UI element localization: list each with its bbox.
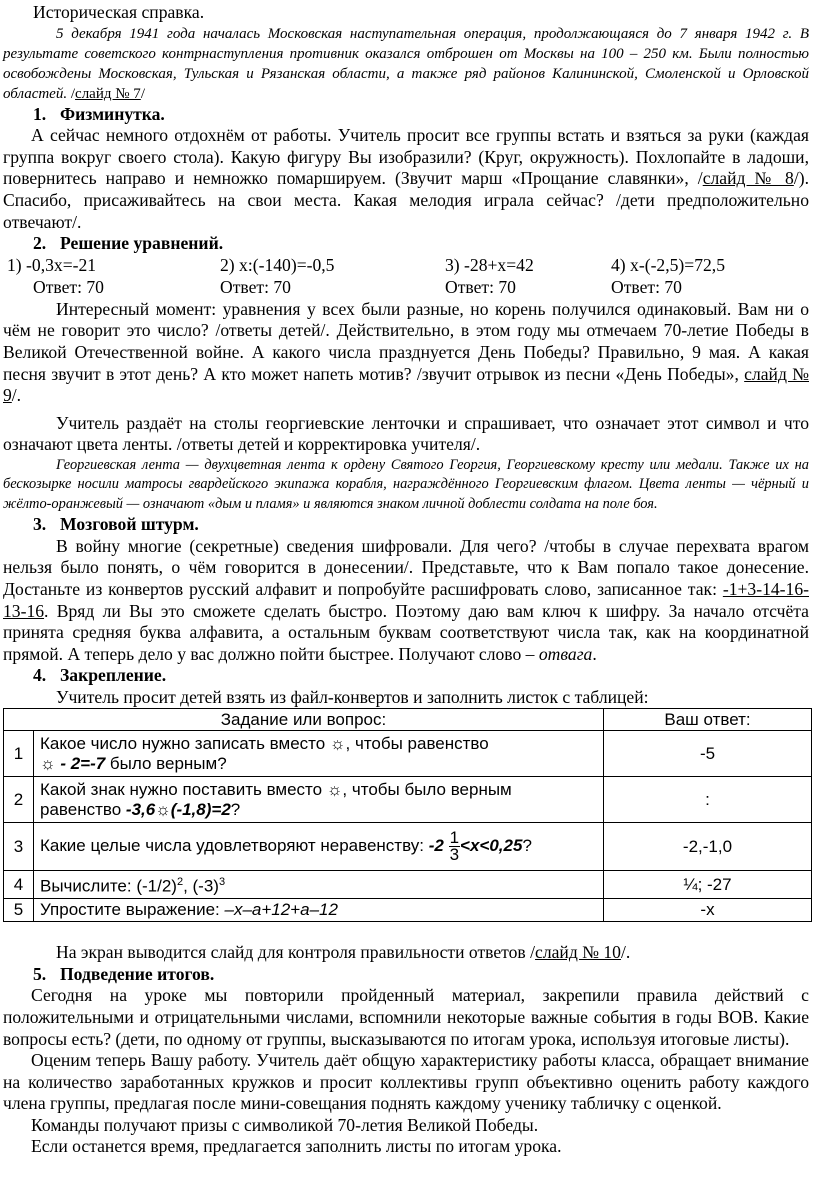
row-question [34,871,604,899]
q2-pre: равенство [40,799,126,819]
row-number: 1 [4,731,34,777]
section-3-heading [3,514,809,536]
history-paragraph [3,24,809,104]
table-row [4,731,812,777]
q2-expr: -3,6☼(-1,8)=2 [125,799,231,819]
header-answer: Ваш ответ: [604,709,812,731]
section-4-title: Закрепление. [60,665,167,686]
q1-line1: Какое число нужно записать вместо ☼, чтобы равенство [40,733,489,753]
q5-text: Упростите выражение: [40,900,225,920]
section-5-number: 5. [33,963,47,984]
row-question [34,731,604,777]
answer-2: Ответ: 70 [220,276,291,297]
history-title: Историческая справка. [33,2,205,22]
row-answer: : [604,777,812,823]
row-answer: -х [604,899,812,922]
q4-sup1: 2 [176,876,184,889]
history-slide-post: / [140,85,145,102]
section-1-number: 1. [33,103,47,124]
s1-text-1: А сейчас немного отдохнём от работы. Учитель просит все группы встать и взяться за руки (каждая группа вокруг своего стола). Какую фигуру Вы изобразили? (Круг, окружность). Похлопайте в ладоши, повернитесь направо и немножко помаршируем. (Звучит марш «Прощание славянки», / [3,125,809,189]
row-number: 4 [4,871,34,899]
section-5-paragraph-3: Команды получают призы с символикой 70-летия Великой Победы. [31,1114,539,1135]
s3-text-3: . [592,643,597,664]
row-answer: -2,-1,0 [604,823,812,871]
ribbon-note: Георгиевская лента — двухцветная лента к ордену Святого Георгия, Георгиевскому кресту или медали. Также их на бескозырке носили матросы гвардейского экипажа корабля, награждённого Георгиевским флагом. Цвета ленты — чёрный и жёлто-оранжевый — означают «дым и пламя» и являются знаком личной доблести солдата на поле боя. [3,456,809,512]
q3-text: Какие целые числа удовлетворяют неравенству: [40,836,429,856]
section-1-paragraph [3,125,809,233]
section-5-heading [3,964,809,986]
header-task: Задание или вопрос: [4,709,604,731]
q1-end: было верным? [105,753,227,773]
section-1-title: Физминутка. [60,103,165,124]
s3-text-1: В войну многие (секретные) сведения шифровали. Для чего? /чтобы в случае перехвата врагом нельзя было понять, о чём говорится в донесении/. Представьте, что к Вам попало такое донесение. Достаньте из конвертов русский алфавит и попробуйте расшифровать слово, записанное так: [3,535,809,599]
answer-1: Ответ: 70 [33,276,104,297]
after-post: /. [620,942,631,963]
section-5-paragraph-1: Сегодня на уроке мы повторили пройденный материал, закрепили правила действий с положительными и отрицательными числами, вспомнили некоторые важные события в годы ВОВ. Какие вопросы есть? (дети, по одному от группы, высказываются по итогам урока, используя итоговые листы). [3,985,809,1049]
equations-row [3,255,809,277]
q3-frac-den: 3 [449,845,460,865]
q3-fraction [449,830,460,863]
section-2-title: Решение уравнений. [60,233,224,254]
q4-mid: , (-3) [183,877,219,897]
section-3-title: Мозговой штурм. [60,514,199,535]
q3-rest: <х<0,25 [460,836,523,856]
q4-text: Вычислите: (-1/2) [40,877,177,897]
equation-1: 1) -0,3х=-21 [7,254,97,275]
equation-2: 2) х:(-140)=-0,5 [220,254,335,275]
slide-9-link[interactable]: слайд № 9 [3,363,809,406]
q1-expr: - 2=-7 [60,753,106,773]
q2-end: ? [230,799,241,819]
row-number: 5 [4,899,34,922]
answer-3: Ответ: 70 [445,276,516,297]
task-table [3,708,812,922]
q3-int: -2 [428,836,444,856]
q4-sup2: 3 [218,876,226,889]
q2-line1: Какой знак нужно поставить вместо ☼, чтобы было верным [40,779,512,799]
row-answer: -5 [604,731,812,777]
q3-frac-num: 1 [449,828,460,848]
row-question [34,899,604,922]
history-text: 5 декабря 1941 года началась Московская наступательная операция, продолжающаяся до 7 января 1942 г. В результате советского контрнаступления противник оказался отброшен от Москвы на 100 – 250 км. Были полностью освобождены Московская, Тульская и Рязанская области, а также ряд районов Калининской, Смоленской и Орловской областей. [3,25,809,102]
section-2-heading [3,233,809,255]
section-4-heading [3,665,809,687]
s1-text-2: /). Спасибо, присаживайтесь на свои места. Какая мелодия играла сейчас? /дети предположительно отвечают/. [3,168,809,232]
answers-row [3,277,809,299]
section-5-paragraph-2: Оценим теперь Вашу работу. Учитель даёт общую характеристику работы класса, обращает внимание на количество заработанных кружков и просит коллективы групп объективно оценить работу каждого члена группы, предлагая после мини-совещания поднять каждому ученику табличку с оценкой. [3,1050,809,1114]
section-1-heading [3,104,809,126]
table-row [4,871,812,899]
q3-end: ? [522,836,532,856]
row-number: 3 [4,823,34,871]
section-5-title: Подведение итогов. [60,963,215,984]
table-row [4,777,812,823]
section-4-intro: Учитель просит детей взять из файл-конвертов и заполнить листок с таблицей: [56,686,649,707]
q5-expr: –х–а+12+а–12 [224,900,338,920]
section-5-paragraph-4: Если останется время, предлагается заполнить листы по итогам урока. [31,1136,562,1157]
s2-para-1: Интересный момент: уравнения у всех были разные, но корень получился одинаковый. Вам ни о чём не говорит это число? /ответы детей/. Действительно, в этом году мы отмечаем 70-летие Победы в Великой Отечественной войне. А какого числа празднуется День Победы? Правильно, 9 мая. А какая песня звучит в этот день? А кто может напеть мотив? /звучит отрывок из песни «День Победы», [3,298,809,384]
answer-4: Ответ: 70 [611,276,682,297]
row-question [34,823,604,871]
table-header-row [4,709,812,731]
equation-3: 3) -28+х=42 [445,254,534,275]
row-question [34,777,604,823]
slide-10-link[interactable]: слайд № 10 [535,942,621,963]
section-2-number: 2. [33,233,47,254]
section-2-paragraph-1 [3,299,809,407]
history-slide-pre: / [67,85,76,102]
table-row [4,823,812,871]
cipher-code: -1+3-14-16-13-16 [3,578,809,621]
section-3-paragraph [3,536,809,666]
after-pre: На экран выводится слайд для контроля правильности ответов / [56,942,536,963]
slide-7-link[interactable]: слайд № 7 [75,85,141,102]
q1-sun: ☼ [40,753,61,773]
row-answer: ¼; -27 [604,871,812,899]
slide-8-link[interactable]: слайд № 8 [702,168,794,189]
s2-para-1-end: /. [11,385,22,406]
section-3-number: 3. [33,514,47,535]
row-number: 2 [4,777,34,823]
section-4-number: 4. [33,665,47,686]
section-2-paragraph-2: Учитель раздаёт на столы георгиевские ленточки и спрашивает, что означает этот символ и что означают цвета ленты. /ответы детей и корректировка учителя/. [3,412,809,455]
s3-text-2: . Вряд ли Вы это сможете сделать быстро. Поэтому даю вам ключ к шифру. За начало отсчёта принята средняя буква алфавита, а остальным буквам соответствуют числа так, как на координатной прямой. А теперь дело у вас должно пойти быстрее. Получают слово – [3,600,809,664]
after-table-paragraph [3,942,809,964]
table-row [4,899,812,922]
decoded-word: отвага [538,643,593,664]
equation-4: 4) х-(-2,5)=72,5 [611,254,725,275]
